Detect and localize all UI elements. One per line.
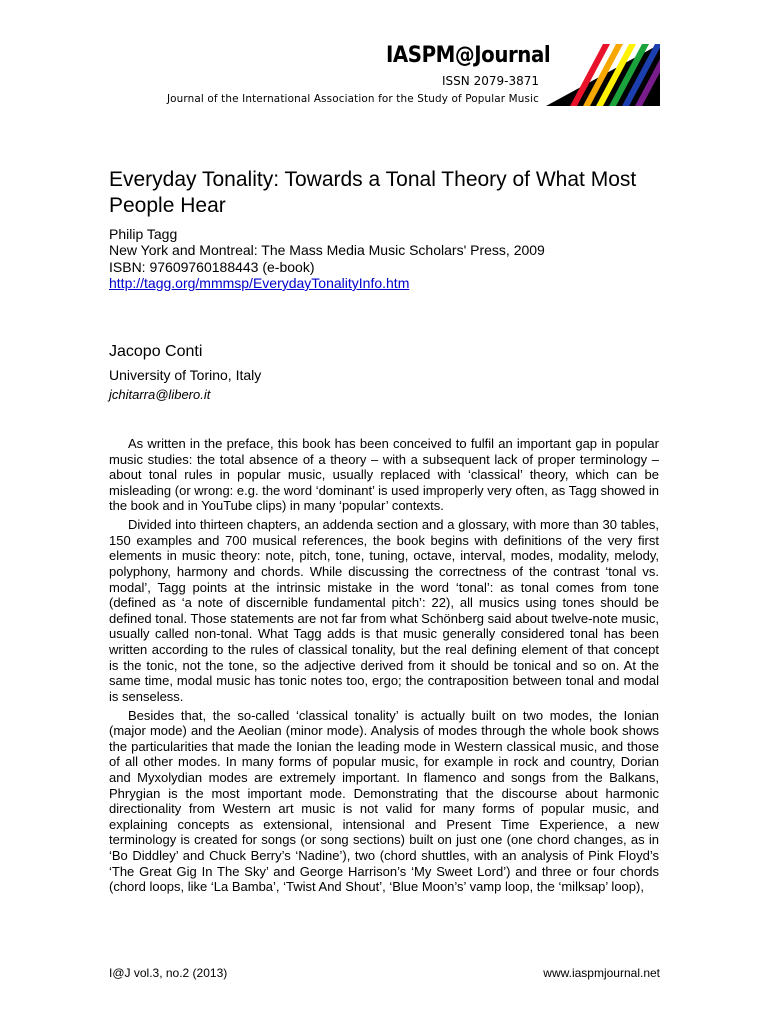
footer-citation: I@J vol.3, no.2 (2013) bbox=[109, 966, 228, 980]
book-isbn: ISBN: 97609760188443 (e-book) bbox=[109, 258, 315, 275]
paragraph: As written in the preface, this book has been conceived to fulfil an important gap in popular music studies: the total absence of a theory – with a subsequent lack of proper terminology – about tonal rules in popular music, usually replaced with ‘classical’ theory, which can be misleading (or wrong: e.g. the word ‘dominant’ is used improperly very often, as Tagg showed in the book and in YouTube clips) in many ‘popular’ contexts. bbox=[109, 436, 659, 514]
book-title: Everyday Tonality: Towards a Tonal Theory of What Most People Hear bbox=[109, 168, 637, 217]
footer-website[interactable]: www.iaspmjournal.net bbox=[543, 966, 660, 980]
review-body bbox=[109, 436, 659, 898]
journal-subtitle: Journal of the International Association for the Study of Popular Music bbox=[166, 93, 539, 105]
reviewer-email[interactable]: jchitarra@libero.it bbox=[109, 387, 211, 402]
journal-name: IASPM@Journal bbox=[386, 43, 551, 68]
striped-color-bars-logo-icon bbox=[546, 44, 660, 106]
issn: ISSN 2079-3871 bbox=[442, 74, 539, 88]
book-publisher: New York and Montreal: The Mass Media Music Scholars' Press, 2009 bbox=[109, 242, 545, 259]
reviewer-affiliation: University of Torino, Italy bbox=[109, 367, 262, 383]
paragraph: Besides that, the so-called ‘classical tonality’ is actually built on two modes, the Ionian (major mode) and the Aeolian (minor mode). Analysis of modes through the whole book shows the particularities that made the Ionian the leading mode in Western classical music, and those of all other modes. In many forms of popular music, for example in rock and country, Dorian and Myxolydian modes are extremely important. In flamenco and songs from the Balkans, Phrygian is the most important mode. Demonstrating that the discourse about harmonic directionality from Western art music is not valid for many forms of popular music, and explaining concepts as extensional, intensional and Present Time Experience, a new terminology is created for songs (or song sections) built on just one (one chord changes, as in ‘Bo Diddley’ and Chuck Berry’s ‘Nadine’), two (chord shuttles, with an analysis of Pink Floyd’s ‘The Great Gig In The Sky’ and George Harrison’s ‘My Sweet Lord’) and three or four chords (chord loops, like ‘La Bamba’, ‘Twist And Shout’, ‘Blue Moon’s’ vamp loop, the ‘milksap’ loop), bbox=[109, 707, 659, 895]
book-author: Philip Tagg bbox=[109, 226, 178, 242]
book-info-link[interactable]: http://tagg.org/mmmsp/EverydayTonalityInfo.htm bbox=[109, 274, 410, 291]
reviewer-name: Jacopo Conti bbox=[109, 343, 203, 360]
paragraph: Divided into thirteen chapters, an addenda section and a glossary, with more than 30 tables, 150 examples and 700 musical references, the book begins with definitions of the very first elements in music theory: note, pitch, tone, tuning, octave, interval, modes, modality, melody, polyphony, harmony and chords. While discussing the correctness of the contrast ‘tonal vs. modal’, Tagg points at the intrinsic mistake in the word ‘tonal’: as tonal comes from tone (defined as ‘a note of discernible fundamental pitch’: 22), all musics using tones should be defined tonal. Those statements are not far from what Schönberg said about twelve-note music, usually called non-tonal. What Tagg adds is that music generally considered tonal has been written according to the rules of classical tonality, but the real defining element of that concept is the tonic, not the tone, so the adjective derived from it should be tonical and so on. At the same time, modal music has tonic notes too, ergo; the contraposition between tonal and modal is senseless. bbox=[109, 517, 659, 704]
book-details bbox=[109, 226, 669, 291]
